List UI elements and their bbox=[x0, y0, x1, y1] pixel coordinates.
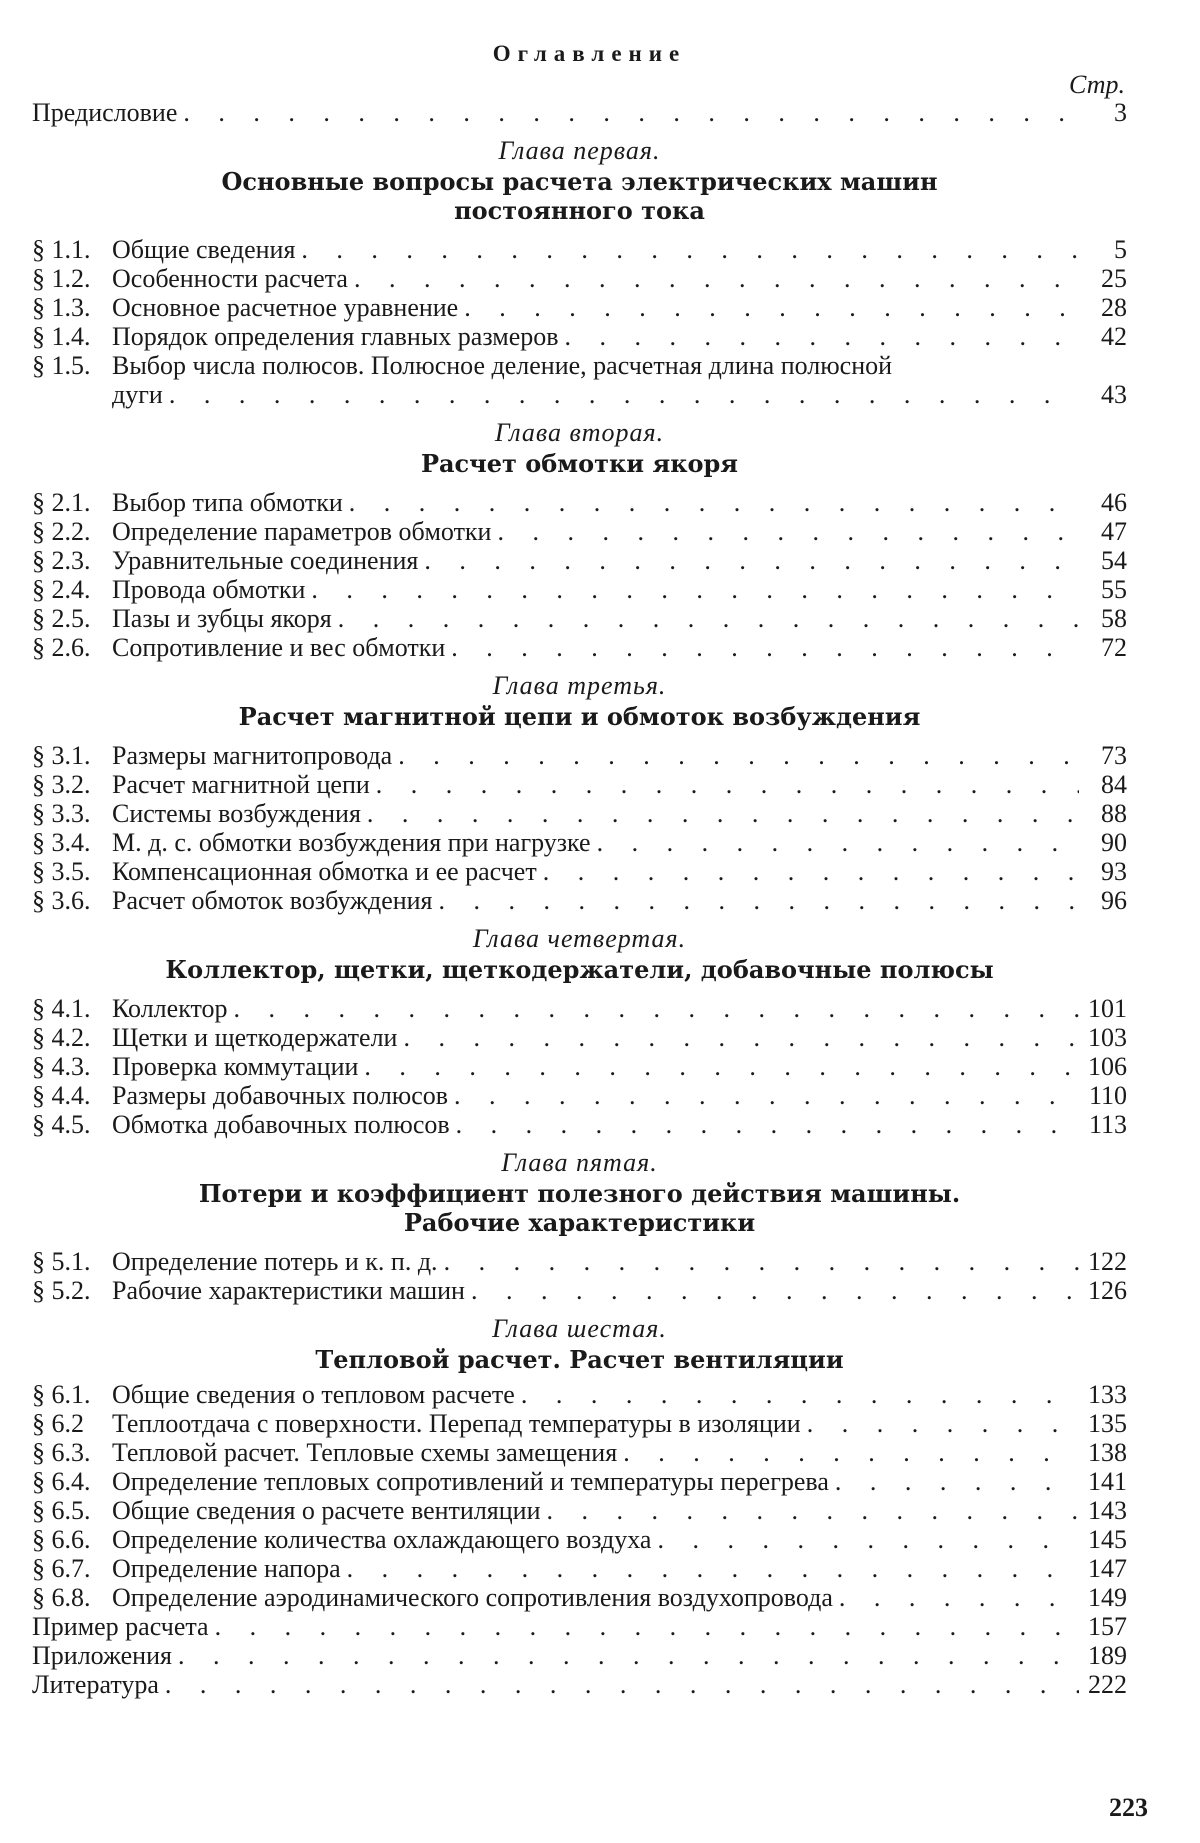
entry-page: 58 bbox=[1101, 604, 1127, 633]
leader-dots bbox=[354, 264, 1079, 293]
leader-dots bbox=[398, 741, 1079, 770]
leader-dots bbox=[183, 98, 1079, 127]
entry-page: 149 bbox=[1088, 1583, 1127, 1612]
entry-title: Системы возбуждения bbox=[112, 799, 361, 828]
chapter-title bbox=[32, 955, 1127, 984]
entry-page: 84 bbox=[1101, 770, 1127, 799]
entry-title: Основное расчетное уравнение bbox=[112, 293, 459, 322]
leader-dots bbox=[451, 633, 1079, 662]
entry-title: М. д. с. обмотки возбуждения при нагрузке bbox=[112, 828, 591, 857]
entry-title: Определение потерь и к. п. д. bbox=[112, 1247, 438, 1276]
entry-title: Литература bbox=[32, 1670, 159, 1699]
leader-dots bbox=[338, 604, 1079, 633]
section-number: § 3.5. bbox=[32, 857, 91, 886]
section-number: § 1.1. bbox=[32, 235, 91, 264]
toc-entry[interactable] bbox=[32, 1247, 1127, 1276]
section-number: § 3.2. bbox=[32, 770, 91, 799]
entry-title: Особенности расчета bbox=[112, 264, 348, 293]
section-number: § 6.6. bbox=[32, 1525, 91, 1554]
leader-dots bbox=[424, 546, 1079, 575]
toc-entry[interactable] bbox=[32, 1583, 1127, 1612]
toc-entry[interactable] bbox=[32, 828, 1127, 857]
section-number: § 2.2. bbox=[32, 517, 91, 546]
toc-entry[interactable] bbox=[32, 633, 1127, 662]
section-number: § 4.4. bbox=[32, 1081, 91, 1110]
entry-title: Определение тепловых сопротивлений и температуры перегрева bbox=[112, 1467, 829, 1496]
entry-title: Определение аэродинамического сопротивления воздухопровода bbox=[112, 1583, 833, 1612]
section-number: § 4.3. bbox=[32, 1052, 91, 1081]
leader-dots bbox=[456, 1110, 1079, 1139]
entry-title: Общие сведения о тепловом расчете bbox=[112, 1380, 515, 1409]
back-matter bbox=[32, 1612, 1127, 1699]
entry-title: Компенсационная обмотка и ее расчет bbox=[112, 857, 537, 886]
entry-title: Приложения bbox=[32, 1641, 172, 1670]
toc-entry[interactable] bbox=[32, 994, 1127, 1023]
section-number: § 2.5. bbox=[32, 604, 91, 633]
entry-page: 145 bbox=[1088, 1525, 1127, 1554]
entry-page: 5 bbox=[1114, 235, 1127, 264]
toc-entry[interactable] bbox=[32, 1496, 1127, 1525]
entry-page: 73 bbox=[1101, 741, 1127, 770]
entry-title: Обмотка добавочных полюсов bbox=[112, 1110, 450, 1139]
leader-dots bbox=[347, 1554, 1079, 1583]
toc-entry[interactable] bbox=[32, 517, 1127, 546]
chapter-title bbox=[32, 449, 1127, 478]
toc-entry[interactable] bbox=[32, 1525, 1127, 1554]
leader-dots bbox=[497, 517, 1079, 546]
entry-page: 103 bbox=[1088, 1023, 1127, 1052]
entry-title: Общие сведения о расчете вентиляции bbox=[112, 1496, 541, 1525]
section-number: § 1.5. bbox=[32, 351, 91, 380]
toc-entry[interactable] bbox=[32, 1467, 1127, 1496]
toc-entry[interactable] bbox=[32, 857, 1127, 886]
entry-page: 46 bbox=[1101, 488, 1127, 517]
entry-title: Тепловой расчет. Тепловые схемы замещения bbox=[112, 1438, 618, 1467]
entry-title: Порядок определения главных размеров bbox=[112, 322, 559, 351]
leader-dots bbox=[471, 1276, 1079, 1305]
entry-page: 47 bbox=[1101, 517, 1127, 546]
section-number: § 4.5. bbox=[32, 1110, 91, 1139]
entry-page: 72 bbox=[1101, 633, 1127, 662]
toc-entry-example[interactable] bbox=[32, 1612, 1127, 1641]
chapter-3 bbox=[32, 670, 1127, 915]
chapter-title-line: постоянного тока bbox=[454, 196, 705, 225]
toc-entry[interactable] bbox=[32, 293, 1127, 322]
toc-entry[interactable] bbox=[32, 1023, 1127, 1052]
toc-entry[interactable] bbox=[32, 604, 1127, 633]
toc-entry[interactable] bbox=[32, 546, 1127, 575]
entry-title: Определение напора bbox=[112, 1554, 341, 1583]
entry-title: Провода обмотки bbox=[112, 575, 306, 604]
chapter-title-line: Потери и коэффициент полезного действия машины. bbox=[198, 1179, 961, 1208]
entry-title-line1: Выбор числа полюсов. Полюсное деление, расчетная длина полюсной bbox=[112, 351, 893, 380]
section-number: § 5.2. bbox=[32, 1276, 91, 1305]
leader-dots bbox=[376, 770, 1079, 799]
toc-entry[interactable] bbox=[32, 1380, 1127, 1409]
section-number: § 6.2 bbox=[32, 1409, 84, 1438]
entry-title: Размеры добавочных полюсов bbox=[112, 1081, 449, 1110]
entry-title: Проверка коммутации bbox=[112, 1052, 359, 1081]
entry-page: 189 bbox=[1088, 1641, 1127, 1670]
entry-page: 25 bbox=[1101, 264, 1127, 293]
section-number: § 6.1. bbox=[32, 1380, 91, 1409]
entry-page: 42 bbox=[1101, 322, 1127, 351]
toc-entry[interactable] bbox=[32, 1554, 1127, 1583]
chapter-label: Глава первая. bbox=[498, 136, 661, 165]
entry-title: Выбор типа обмотки bbox=[112, 488, 343, 517]
entry-title: Предисловие bbox=[32, 98, 178, 127]
entry-page: 126 bbox=[1088, 1276, 1127, 1305]
leader-dots bbox=[301, 235, 1079, 264]
chapter-label: Глава четвертая. bbox=[472, 924, 687, 953]
toc-entry[interactable] bbox=[32, 1081, 1127, 1110]
section-number: § 3.4. bbox=[32, 828, 91, 857]
toc-entry[interactable] bbox=[32, 1110, 1127, 1139]
section-number: § 2.6. bbox=[32, 633, 91, 662]
section-number: § 6.3. bbox=[32, 1438, 91, 1467]
chapter-title bbox=[32, 167, 1127, 225]
leader-dots bbox=[444, 1247, 1079, 1276]
toc-entry[interactable] bbox=[32, 235, 1127, 264]
leader-dots bbox=[169, 380, 1079, 409]
toc-entry[interactable] bbox=[32, 264, 1127, 293]
section-number: § 6.7. bbox=[32, 1554, 91, 1583]
section-number: § 3.1. bbox=[32, 741, 91, 770]
entry-page: 143 bbox=[1088, 1496, 1127, 1525]
entry-page: 133 bbox=[1088, 1380, 1127, 1409]
entry-title: Общие сведения bbox=[112, 235, 296, 264]
toc-entry[interactable] bbox=[32, 886, 1127, 915]
entry-title: Теплоотдача с поверхности. Перепад температуры в изоляции bbox=[112, 1409, 801, 1438]
section-number: § 5.1. bbox=[32, 1247, 91, 1276]
toc-entry[interactable] bbox=[32, 1409, 1127, 1438]
toc-entry[interactable] bbox=[32, 575, 1127, 604]
leader-dots bbox=[543, 857, 1079, 886]
leader-dots bbox=[215, 1612, 1079, 1641]
chapter-title-line: Основные вопросы расчета электрических машин bbox=[221, 167, 938, 196]
table-of-contents bbox=[32, 36, 1127, 1699]
leader-dots bbox=[835, 1467, 1079, 1496]
section-number: § 1.4. bbox=[32, 322, 91, 351]
toc-title: Оглавление bbox=[492, 41, 687, 66]
entry-title: Сопротивление и вес обмотки bbox=[112, 633, 446, 662]
leader-dots bbox=[565, 322, 1079, 351]
chapter-label: Глава шестая. bbox=[492, 1314, 667, 1343]
entry-page: 55 bbox=[1101, 575, 1127, 604]
entry-page: 138 bbox=[1088, 1438, 1127, 1467]
section-number: § 6.8. bbox=[32, 1583, 91, 1612]
toc-entry[interactable] bbox=[32, 741, 1127, 770]
toc-entry-literature[interactable] bbox=[32, 1670, 1127, 1699]
leader-dots bbox=[454, 1081, 1079, 1110]
chapter-title-line: Рабочие характеристики bbox=[403, 1208, 756, 1237]
leader-dots bbox=[657, 1525, 1079, 1554]
entry-page: 147 bbox=[1088, 1554, 1127, 1583]
entry-page: 90 bbox=[1101, 828, 1127, 857]
entry-page: 54 bbox=[1101, 546, 1127, 575]
leader-dots bbox=[364, 1052, 1079, 1081]
leader-dots bbox=[439, 886, 1079, 915]
toc-entry[interactable] bbox=[32, 488, 1127, 517]
section-number: § 1.2. bbox=[32, 264, 91, 293]
chapter-6 bbox=[32, 1313, 1127, 1612]
section-number: § 2.1. bbox=[32, 488, 91, 517]
page-number: 223 bbox=[1109, 1793, 1148, 1822]
toc-entry[interactable] bbox=[32, 1438, 1127, 1467]
chapter-title-line: Расчет магнитной цепи и обмоток возбуждения bbox=[238, 702, 921, 731]
leader-dots bbox=[349, 488, 1079, 517]
section-number: § 3.3. bbox=[32, 799, 91, 828]
leader-dots bbox=[311, 575, 1079, 604]
toc-entry-appendices[interactable] bbox=[32, 1641, 1127, 1670]
toc-entry[interactable] bbox=[32, 799, 1127, 828]
leader-dots bbox=[623, 1438, 1079, 1467]
chapter-1 bbox=[32, 135, 1127, 409]
leader-dots bbox=[521, 1380, 1079, 1409]
chapter-title-line: Коллектор, щетки, щеткодержатели, добавочные полюсы bbox=[165, 955, 994, 984]
leader-dots bbox=[178, 1641, 1079, 1670]
section-number: § 2.3. bbox=[32, 546, 91, 575]
leader-dots bbox=[464, 293, 1079, 322]
leader-dots bbox=[234, 994, 1079, 1023]
entry-title: Расчет магнитной цепи bbox=[112, 770, 370, 799]
leader-dots bbox=[165, 1670, 1079, 1699]
section-number: § 1.3. bbox=[32, 293, 91, 322]
entry-page: 93 bbox=[1101, 857, 1127, 886]
entry-page: 135 bbox=[1088, 1409, 1127, 1438]
chapter-title-line: Тепловой расчет. Расчет вентиляции bbox=[315, 1345, 844, 1374]
entry-title: Рабочие характеристики машин bbox=[112, 1276, 465, 1305]
entry-title: Расчет обмоток возбуждения bbox=[112, 886, 433, 915]
entry-page: 28 bbox=[1101, 293, 1127, 322]
section-number: § 2.4. bbox=[32, 575, 91, 604]
toc-entry[interactable] bbox=[32, 322, 1127, 351]
chapter-4 bbox=[32, 923, 1127, 1139]
entry-title: Уравнительные соединения bbox=[112, 546, 419, 575]
toc-entry[interactable] bbox=[32, 1276, 1127, 1305]
entry-title: Пазы и зубцы якоря bbox=[112, 604, 332, 633]
chapter-5 bbox=[32, 1147, 1127, 1305]
leader-dots bbox=[367, 799, 1079, 828]
entry-page: 3 bbox=[1114, 98, 1127, 127]
section-number: § 3.6. bbox=[32, 886, 91, 915]
chapter-label: Глава пятая. bbox=[501, 1148, 658, 1177]
section-number: § 6.5. bbox=[32, 1496, 91, 1525]
toc-entry[interactable] bbox=[32, 770, 1127, 799]
entry-title: Размеры магнитопровода bbox=[112, 741, 393, 770]
section-number: § 6.4. bbox=[32, 1467, 91, 1496]
entry-page: 43 bbox=[1101, 380, 1127, 409]
toc-entry[interactable] bbox=[32, 1052, 1127, 1081]
chapter-label: Глава вторая. bbox=[494, 418, 665, 447]
section-number: § 4.1. bbox=[32, 994, 91, 1023]
leader-dots bbox=[547, 1496, 1079, 1525]
entry-page: 222 bbox=[1088, 1670, 1127, 1699]
entry-page: 141 bbox=[1088, 1467, 1127, 1496]
chapter-2 bbox=[32, 417, 1127, 662]
entry-page: 110 bbox=[1088, 1081, 1127, 1110]
entry-page: 101 bbox=[1088, 994, 1127, 1023]
entry-title: Пример расчета bbox=[32, 1612, 209, 1641]
chapter-title bbox=[32, 1179, 1127, 1237]
chapter-title bbox=[32, 702, 1127, 731]
entry-page: 88 bbox=[1101, 799, 1127, 828]
entry-page: 113 bbox=[1088, 1110, 1127, 1139]
page-column-label: Стр. bbox=[1069, 70, 1125, 99]
leader-dots bbox=[597, 828, 1079, 857]
leader-dots bbox=[839, 1583, 1079, 1612]
entry-page: 96 bbox=[1101, 886, 1127, 915]
entry-page: 122 bbox=[1088, 1247, 1127, 1276]
entry-page: 106 bbox=[1088, 1052, 1127, 1081]
chapter-title bbox=[32, 1345, 1127, 1374]
leader-dots bbox=[807, 1409, 1079, 1438]
toc-entry-preface[interactable] bbox=[32, 98, 1127, 127]
chapter-title-line: Расчет обмотки якоря bbox=[420, 449, 739, 478]
entry-title: Определение количества охлаждающего воздуха bbox=[112, 1525, 652, 1554]
leader-dots bbox=[403, 1023, 1079, 1052]
section-number: § 4.2. bbox=[32, 1023, 91, 1052]
toc-entry[interactable] bbox=[32, 351, 1127, 409]
entry-title-line2: дуги bbox=[112, 380, 163, 409]
chapter-label: Глава третья. bbox=[492, 671, 667, 700]
entry-title: Щетки и щеткодержатели bbox=[112, 1023, 398, 1052]
entry-title: Определение параметров обмотки bbox=[112, 517, 492, 546]
entry-page: 157 bbox=[1088, 1612, 1127, 1641]
entry-title: Коллектор bbox=[112, 994, 228, 1023]
